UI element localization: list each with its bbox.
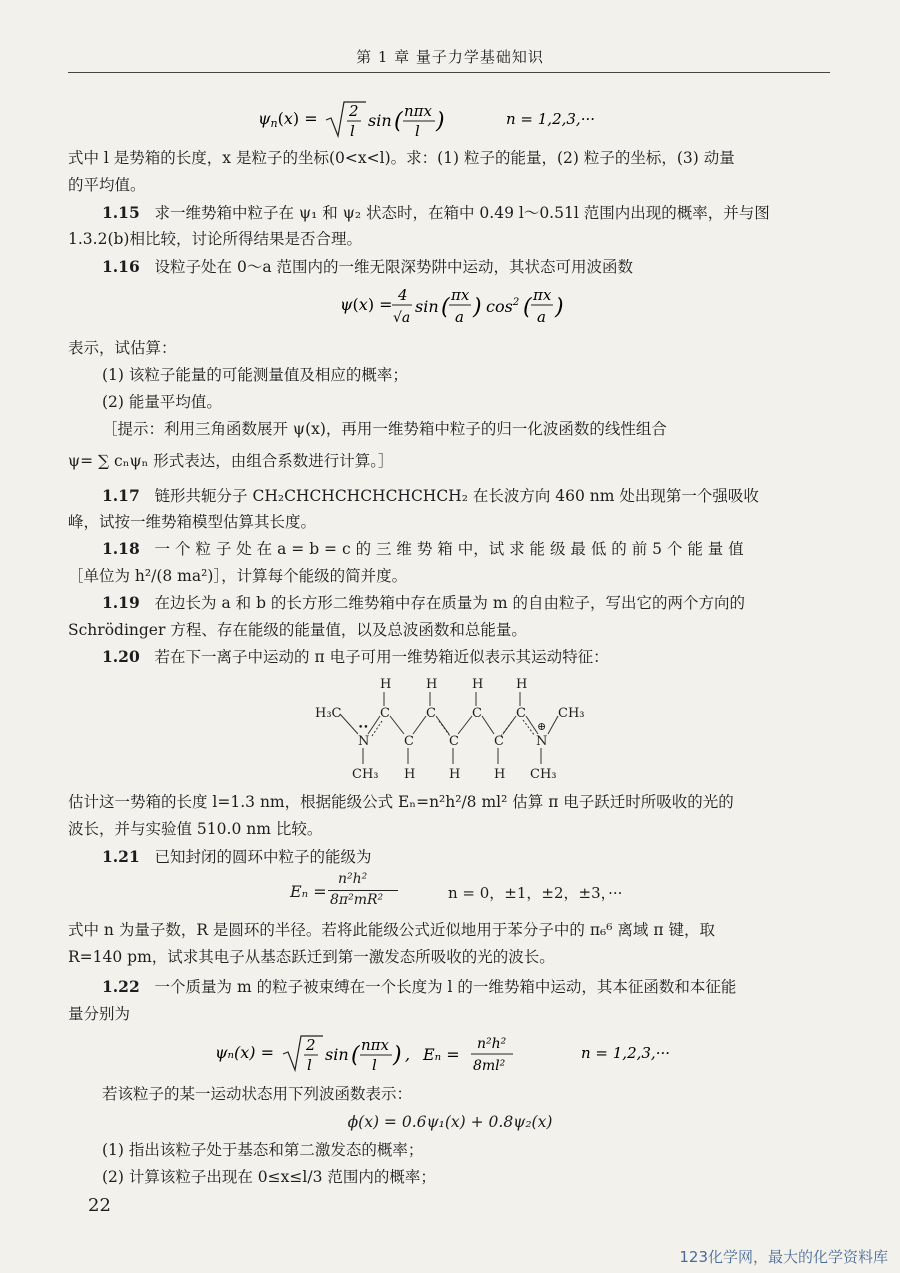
q22-num: 1.22 [102, 977, 140, 996]
q15-line2: 1.3.2(b)相比较，讨论所得结果是否合理。 [68, 230, 362, 248]
eq22-Enum: n²h² [477, 1036, 507, 1052]
molecule-structure [300, 668, 620, 786]
q20-num: 1.20 [102, 647, 140, 666]
mol-h5-top: H [472, 677, 484, 692]
eq22-Eden: 8ml² [473, 1058, 506, 1074]
sqrt-sign [326, 102, 366, 136]
mol-c1: C [380, 706, 390, 721]
q16-hint1: ［提示：利用三角函数展开 ψ(x)，再用一维势箱中粒子的归一化波函数的线性组合 [102, 420, 667, 438]
q15-num: 1.15 [102, 203, 140, 222]
q19-num: 1.19 [102, 593, 140, 612]
eq16-pix1: πx [451, 286, 470, 304]
eq22-sin: sin [325, 1045, 349, 1064]
q18-num: 1.18 [102, 539, 140, 558]
eq16-lp1: ( [441, 295, 450, 320]
mol-c3: C [426, 706, 436, 721]
mol-h3-top: H [426, 677, 438, 692]
equation-eigen [215, 1030, 715, 1082]
q22-text: 一个质量为 m 的粒子被束缚在一个长度为 l 的一维势箱中运动，其本征函数和本征能 [154, 978, 737, 996]
q17-text: 链形共轭分子 CH₂CHCHCHCHCHCHCH₂ 在长波方向 460 nm 处出现第一个强吸收 [154, 487, 759, 505]
eq1-l: l [350, 122, 355, 140]
eq1-sin: sin [368, 111, 392, 130]
eq22-rp: ) [393, 1043, 402, 1068]
q22-item2: (2) 计算该粒子出现在 0≤x≤l/3 范围内的概率； [102, 1168, 436, 1186]
eq21-lhs: Eₙ = [290, 882, 327, 901]
mol-lone-pair: •• [358, 723, 369, 733]
page-number: 22 [88, 1195, 111, 1216]
q20-text: 若在下一离子中运动的 π 电子可用一维势箱近似表示其运动特征： [154, 648, 609, 666]
mol-c7: C [516, 706, 526, 721]
q19-line2: Schrödinger 方程、存在能级的能量值，以及总波函数和总能量。 [68, 621, 527, 639]
q19-line1 [102, 591, 864, 615]
mol-ch3-bottom-right: CH₃ [530, 767, 557, 782]
equation-psi-n-svg [258, 98, 658, 142]
eq22-npix: nπx [361, 1036, 389, 1054]
mol-bonds [340, 692, 558, 764]
mol-h1-top: H [380, 677, 392, 692]
q21-text: 已知封闭的圆环中粒子的能级为 [154, 848, 372, 866]
q18-line2: ［单位为 h²/(8 ma²)］，计算每个能级的简并度。 [68, 567, 408, 585]
q22-item1: (1) 指出该粒子处于基态和第二激发态的概率； [102, 1141, 424, 1159]
q15-text: 求一维势箱中粒子在 ψ₁ 和 ψ₂ 状态时，在箱中 0.49 l～0.51l 范围内出现的概率，并与图 [154, 204, 770, 222]
p0-line2: 的平均值。 [68, 176, 146, 194]
eq1-two: 2 [349, 102, 359, 120]
mol-c2: C [404, 734, 414, 749]
q17-num: 1.17 [102, 486, 140, 505]
equation-phi: ϕ(x) = 0.6ψ₁(x) + 0.8ψ₂(x) [347, 1113, 553, 1131]
eq16-rp1: ) [473, 295, 482, 320]
header-rule [68, 72, 830, 73]
q16-item2: (2) 能量平均值。 [102, 393, 222, 411]
eq1-lhs: ψn(x) = [258, 109, 318, 130]
eq1-lparen: ( [394, 109, 403, 134]
eq1-range: n = 1,2,3,··· [506, 110, 596, 128]
eq21-bar [328, 890, 398, 891]
eq16-pix2: πx [533, 286, 552, 304]
mol-ch3-right: CH₃ [558, 706, 585, 721]
mol-ch3-bottom-left: CH₃ [352, 767, 379, 782]
q18-line1 [102, 537, 864, 561]
eq16-rp2: ) [555, 295, 564, 320]
eq21-range: n = 0，±1，±2，±3，··· [448, 884, 623, 902]
q22-line1 [102, 975, 864, 999]
eq1-l-den: l [415, 122, 420, 140]
q16-text: 设粒子处在 0～a 范围内的一维无限深势阱中运动，其状态可用波函数 [154, 258, 634, 276]
q21-line3: R=140 pm，试求其电子从基态跃迁到第一激发态所吸收的光的波长。 [68, 948, 555, 966]
q21-line1 [102, 845, 864, 869]
mol-c5: C [472, 706, 482, 721]
eq16-lhs: ψ(x) = [340, 295, 393, 314]
eq1-npix: nπx [404, 102, 432, 120]
q21-num: 1.21 [102, 847, 140, 866]
q21-line2: 式中 n 为量子数，R 是圆环的半径。若将此能级公式近似地用于苯分子中的 π₆⁶ 离域 π 键，取 [68, 921, 715, 939]
q16-num: 1.16 [102, 257, 140, 276]
eq16-lp2: ( [523, 295, 532, 320]
mol-c4: C [449, 734, 459, 749]
q16-hint2: ψ= ∑ cₙψₙ 形式表达，由组合系数进行计算。］ [68, 452, 394, 470]
mol-h2-bottom: H [404, 767, 416, 782]
q20-line2: 估计这一势箱的长度 l=1.3 nm，根据能级公式 Eₙ=n²h²/8 ml² 估算 π 电子跃迁时所吸收的光的 [68, 793, 734, 811]
eq22-sqrt [283, 1036, 323, 1070]
q15-line1 [102, 201, 864, 225]
q17-line1 [102, 484, 864, 508]
q20-line3: 波长，并与实验值 510.0 nm 比较。 [68, 820, 323, 838]
q16-line1 [102, 255, 864, 279]
eq16-sqrta: √a [393, 310, 411, 326]
mol-c6: C [494, 734, 504, 749]
eq16-four: 4 [398, 286, 408, 304]
equation-psi-n [258, 98, 658, 146]
eq22-lp: ( [351, 1043, 360, 1068]
eq16-a2: a [537, 308, 546, 326]
q22-line3: 若该粒子的某一运动状态用下列波函数表示： [102, 1085, 413, 1103]
mol-h4-bottom: H [449, 767, 461, 782]
page-header: 第 1 章 量子力学基础知识 [356, 48, 544, 66]
mol-h6-bottom: H [494, 767, 506, 782]
mol-n-left: N [358, 734, 370, 749]
mol-h7-top: H [516, 677, 528, 692]
q18-text: 一 个 粒 子 处 在 a = b = c 的 三 维 势 箱 中，试 求 能 级 最 低 的 前 5 个 能 量 值 [154, 540, 744, 558]
mol-n-right: N [536, 734, 548, 749]
eq16-a1: a [455, 308, 464, 326]
p0-line1: 式中 l 是势箱的长度，x 是粒子的坐标(0<x<l)。求：(1) 粒子的能量，(2) 粒子的坐标，(3) 动量 [68, 149, 735, 167]
watermark-text: 123化学网，最大的化学资料库 [679, 1248, 888, 1266]
eq22-range: n = 1,2,3,··· [581, 1044, 671, 1062]
eq16-sin: sin [415, 297, 439, 316]
eq22-E: Eₙ = [423, 1045, 460, 1064]
q19-text: 在边长为 a 和 b 的长方形二维势箱中存在质量为 m 的自由粒子，写出它的两个方向的 [154, 594, 745, 612]
q22-line2: 量分别为 [68, 1005, 131, 1023]
q16-item1: (1) 该粒子能量的可能测量值及相应的概率； [102, 366, 408, 384]
eq22-l2: l [372, 1056, 377, 1074]
q20-line1 [102, 645, 864, 669]
eq21-den: 8π²mR² [330, 892, 384, 908]
equation-psi-x [340, 282, 600, 334]
eq22-comma: , [405, 1045, 411, 1064]
eq22-two: 2 [306, 1036, 316, 1054]
eq22-psi: ψₙ(x) = [215, 1043, 275, 1062]
mol-h3c: H₃C [315, 706, 342, 721]
mol-plus-charge: ⊕ [537, 720, 547, 733]
eq1-rparen: ) [436, 109, 445, 134]
equation-psi-x-svg [340, 282, 600, 330]
eq22-l: l [307, 1056, 312, 1074]
q16-line2: 表示，试估算： [68, 339, 177, 357]
eq21-num: n²h² [338, 871, 368, 887]
q17-line2: 峰，试按一维势箱模型估算其长度。 [68, 513, 317, 531]
equation-eigen-svg [215, 1030, 715, 1078]
eq16-cos: $\cos^2$ [486, 297, 520, 316]
